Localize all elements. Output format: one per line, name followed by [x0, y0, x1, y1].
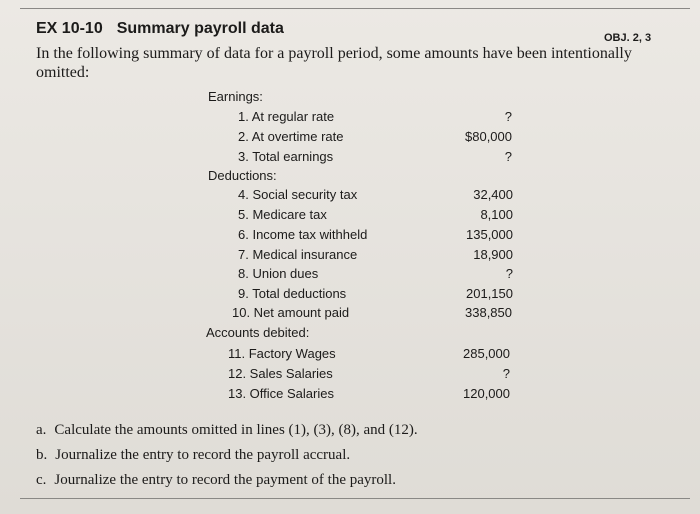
line-value: 32,400 — [473, 187, 513, 202]
payroll-line — [0, 364, 700, 383]
line-label: 11. Factory Wages — [228, 346, 336, 361]
line-value: $80,000 — [465, 129, 512, 144]
payroll-line — [0, 264, 700, 283]
line-label: 2. At overtime rate — [238, 129, 344, 144]
line-value: 8,100 — [480, 207, 513, 222]
objectives-label: OBJ. 2, 3 — [604, 32, 652, 44]
payroll-line — [0, 225, 700, 244]
line-label: 7. Medical insurance — [238, 247, 358, 262]
line-value: 18,900 — [473, 247, 513, 262]
task-item — [36, 470, 396, 490]
payroll-line — [0, 245, 700, 264]
line-label: 8. Union dues — [238, 266, 319, 281]
payroll-line — [0, 205, 700, 224]
task-text: Journalize the entry to record the payment of the payroll. — [54, 472, 396, 488]
task-letter: a. — [36, 422, 47, 438]
exercise-number: EX 10-10 — [36, 20, 103, 37]
line-label: 5. Medicare tax — [238, 207, 327, 222]
exercise-heading — [36, 20, 284, 38]
line-value: 135,000 — [466, 227, 513, 242]
line-label: 13. Office Salaries — [228, 386, 334, 401]
task-letter: c. — [36, 472, 47, 488]
task-text: Calculate the amounts omitted in lines (1), (3), (8), and (12). — [54, 422, 418, 438]
exercise-title: Summary payroll data — [116, 20, 284, 37]
line-label: 4. Social security tax — [238, 187, 358, 202]
payroll-line — [0, 185, 700, 204]
line-value: 285,000 — [463, 346, 510, 361]
task-letter: b. — [36, 447, 48, 463]
payroll-line — [0, 384, 700, 403]
line-label: 10. Net amount paid — [232, 305, 350, 320]
task-item — [36, 420, 418, 440]
line-value: ? — [504, 149, 512, 164]
line-label: 1. At regular rate — [238, 109, 335, 124]
line-value: 338,850 — [465, 305, 512, 320]
line-label: 9. Total deductions — [238, 286, 347, 301]
line-value: ? — [504, 109, 512, 124]
task-text: Journalize the entry to record the payroll accrual. — [55, 447, 351, 463]
payroll-line — [0, 127, 700, 146]
task-item — [36, 445, 350, 465]
line-label: 3. Total earnings — [238, 149, 334, 164]
payroll-line — [0, 284, 700, 303]
line-value: 120,000 — [463, 386, 510, 401]
line-value: 201,150 — [466, 286, 513, 301]
payroll-line — [0, 303, 700, 322]
top-rule — [20, 8, 690, 9]
line-value: ? — [502, 366, 510, 381]
payroll-line — [0, 107, 700, 126]
bottom-rule — [20, 498, 690, 499]
payroll-line — [0, 147, 700, 166]
line-label: 6. Income tax withheld — [238, 227, 368, 242]
payroll-line — [0, 344, 700, 363]
line-label: 12. Sales Salaries — [228, 366, 333, 381]
intro-text: In the following summary of data for a payroll period, some amounts have been intentionally omitted: — [36, 45, 632, 81]
line-value: ? — [505, 266, 513, 281]
